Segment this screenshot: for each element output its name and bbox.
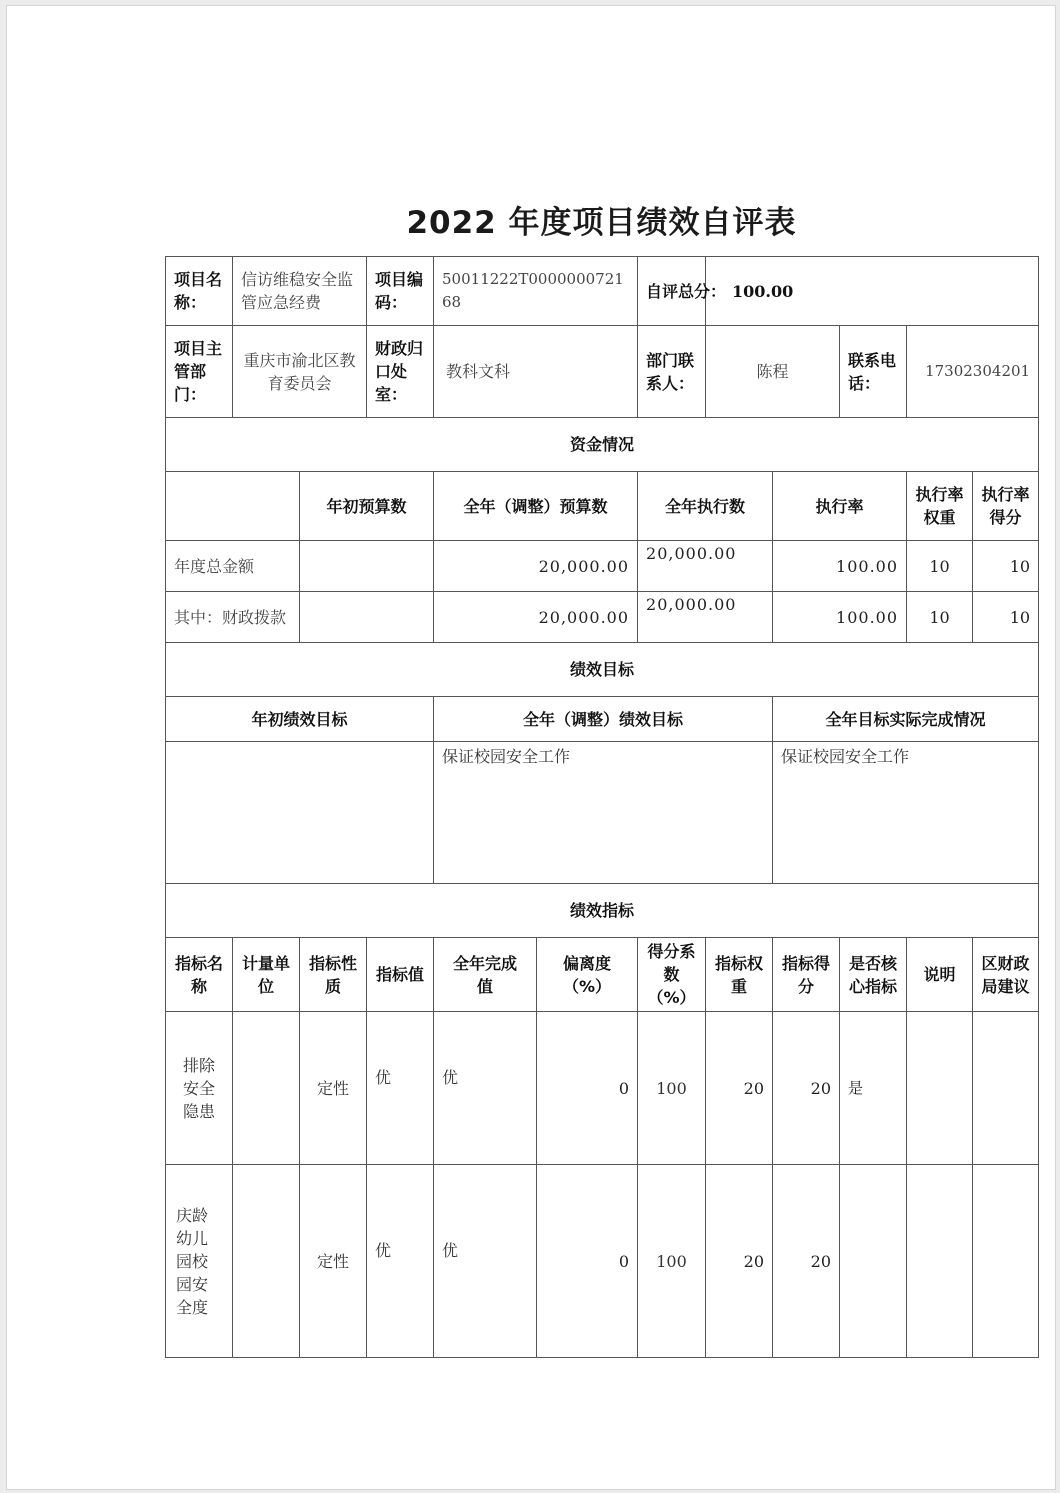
funds-col-rate-score: 执行率得分 <box>973 472 1039 541</box>
ind-col-completed: 全年完成值 <box>434 938 537 1012</box>
goals-col-actual: 全年目标实际完成情况 <box>773 697 1039 742</box>
ind-row-value: 优 <box>367 1165 434 1358</box>
ind-col-core: 是否核心指标 <box>840 938 907 1012</box>
funds-section-title: 资金情况 <box>166 418 1039 472</box>
indicators-header-row <box>166 938 1039 1012</box>
goal-actual-value: 保证校园安全工作 <box>773 742 1039 884</box>
ind-row-completed: 优 <box>434 1165 537 1358</box>
project-code-value: 50011222T000000072168 <box>434 257 638 326</box>
project-code-label: 项目编码： <box>367 257 434 326</box>
ind-col-nature: 指标性质 <box>300 938 367 1012</box>
ind-row-score-coef: 100 <box>638 1165 706 1358</box>
ind-row-deviation: 0 <box>537 1012 638 1165</box>
funds-row-adjusted: 20,000.00 <box>434 541 638 592</box>
goals-section-title: 绩效目标 <box>166 643 1039 697</box>
performance-table <box>165 256 1039 1358</box>
funds-col-initial-budget: 年初预算数 <box>300 472 434 541</box>
funds-row-adjusted: 20,000.00 <box>434 592 638 643</box>
score-value: 100.00 <box>706 257 1039 326</box>
office-label: 财政归口处室： <box>367 326 434 418</box>
ind-row-core: 是 <box>840 1012 907 1165</box>
ind-col-note: 说明 <box>907 938 973 1012</box>
funds-col-exec-rate: 执行率 <box>773 472 907 541</box>
goal-adjusted-value: 保证校园安全工作 <box>434 742 773 884</box>
funds-row-label: 年度总金额 <box>166 541 300 592</box>
ind-row-unit <box>233 1165 300 1358</box>
indicator-row <box>166 1165 1039 1358</box>
funds-row <box>166 541 1039 592</box>
ind-row-suggestion <box>973 1012 1039 1165</box>
funds-col-executed: 全年执行数 <box>638 472 773 541</box>
score-label: 自评总分： <box>638 257 706 326</box>
ind-row-name: 排除安全隐患 <box>166 1012 233 1165</box>
ind-row-weight: 20 <box>706 1012 773 1165</box>
goals-value-row <box>166 742 1039 884</box>
dept-value: 重庆市渝北区教育委员会 <box>233 326 367 418</box>
funds-header-row <box>166 472 1039 541</box>
ind-col-suggestion: 区财政局建议 <box>973 938 1039 1012</box>
goal-initial-value <box>166 742 434 884</box>
indicators-section-row <box>166 884 1039 938</box>
funds-row-executed: 20,000.00 <box>638 592 773 643</box>
funds-col-rate-weight: 执行率权重 <box>907 472 973 541</box>
dept-label: 项目主管部门： <box>166 326 233 418</box>
ind-col-unit: 计量单位 <box>233 938 300 1012</box>
indicators-section-title: 绩效指标 <box>166 884 1039 938</box>
indicator-row <box>166 1012 1039 1165</box>
ind-row-score: 20 <box>773 1012 840 1165</box>
ind-col-name: 指标名称 <box>166 938 233 1012</box>
contact-label: 部门联系人： <box>638 326 706 418</box>
contact-value: 陈程 <box>706 326 840 418</box>
project-name-value: 信访维稳安全监管应急经费 <box>233 257 367 326</box>
funds-row-weight: 10 <box>907 592 973 643</box>
funds-row-rate: 100.00 <box>773 541 907 592</box>
funds-row-initial <box>300 592 434 643</box>
ind-row-core <box>840 1165 907 1358</box>
ind-col-score-coef: 得分系数（%） <box>638 938 706 1012</box>
funds-row-weight: 10 <box>907 541 973 592</box>
ind-row-suggestion <box>973 1165 1039 1358</box>
funds-section-row <box>166 418 1039 472</box>
funds-row-label: 其中：财政拨款 <box>166 592 300 643</box>
ind-row-unit <box>233 1012 300 1165</box>
ind-row-nature: 定性 <box>300 1165 367 1358</box>
office-value: 教科文科 <box>434 326 638 418</box>
phone-label: 联系电话： <box>840 326 907 418</box>
funds-col-adjusted-budget: 全年（调整）预算数 <box>434 472 638 541</box>
ind-row-name: 庆龄幼儿园校园安全度 <box>166 1165 233 1358</box>
ind-col-weight: 指标权重 <box>706 938 773 1012</box>
header-row-1 <box>166 257 1039 326</box>
funds-row-initial <box>300 541 434 592</box>
header-row-2 <box>166 326 1039 418</box>
ind-row-completed: 优 <box>434 1012 537 1165</box>
ind-row-value: 优 <box>367 1012 434 1165</box>
document-title: 2022 年度项目绩效自评表 <box>406 205 797 241</box>
ind-col-score: 指标得分 <box>773 938 840 1012</box>
funds-row-score: 10 <box>973 541 1039 592</box>
ind-row-score: 20 <box>773 1165 840 1358</box>
goals-col-adjusted: 全年（调整）绩效目标 <box>434 697 773 742</box>
goals-col-initial: 年初绩效目标 <box>166 697 434 742</box>
ind-row-weight: 20 <box>706 1165 773 1358</box>
ind-row-score-coef: 100 <box>638 1012 706 1165</box>
goals-header-row <box>166 697 1039 742</box>
ind-row-note <box>907 1012 973 1165</box>
goals-section-row <box>166 643 1039 697</box>
ind-row-deviation: 0 <box>537 1165 638 1358</box>
phone-value: 17302304201 <box>907 326 1039 418</box>
funds-row-executed: 20,000.00 <box>638 541 773 592</box>
funds-row-score: 10 <box>973 592 1039 643</box>
funds-col-0 <box>166 472 300 541</box>
project-name-label: 项目名称： <box>166 257 233 326</box>
ind-row-nature: 定性 <box>300 1012 367 1165</box>
ind-row-note <box>907 1165 973 1358</box>
funds-row <box>166 592 1039 643</box>
ind-col-deviation: 偏离度（%） <box>537 938 638 1012</box>
funds-row-rate: 100.00 <box>773 592 907 643</box>
ind-col-value: 指标值 <box>367 938 434 1012</box>
